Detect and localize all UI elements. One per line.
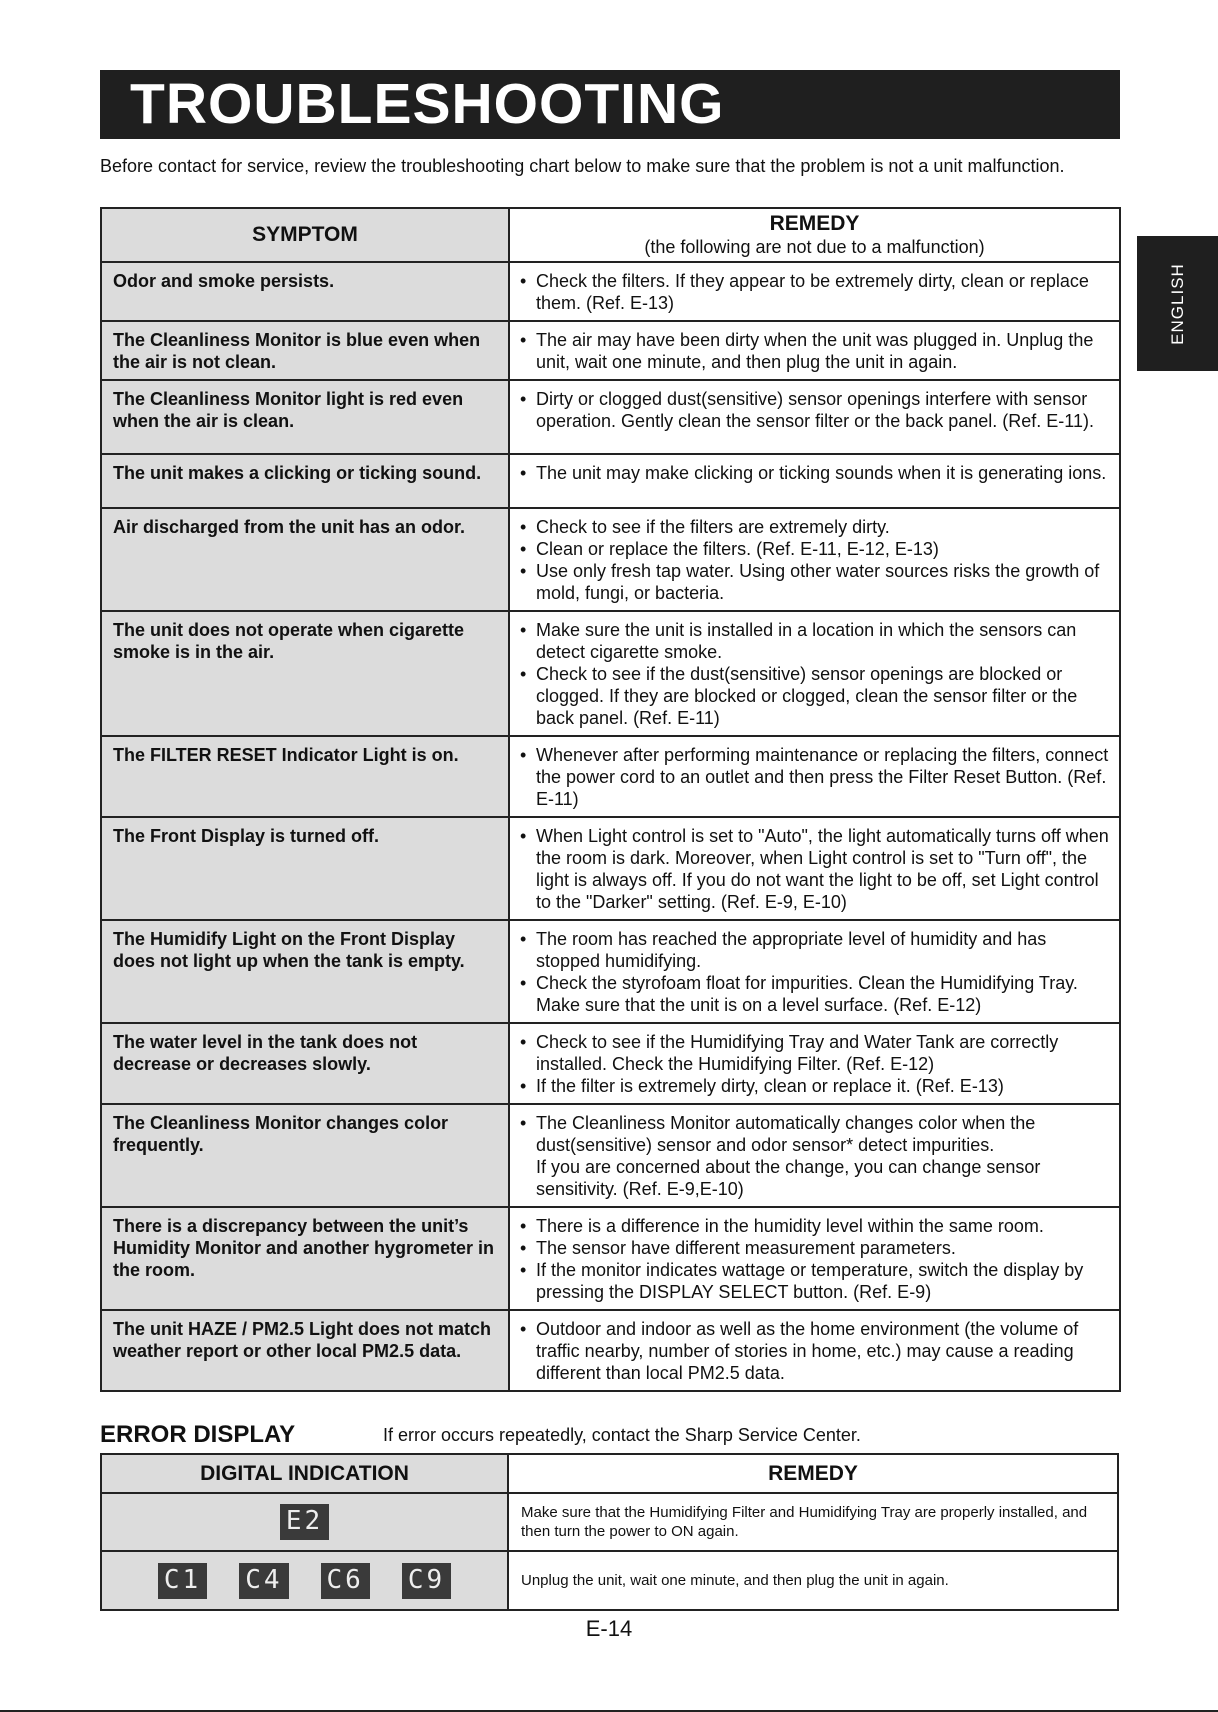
error-row	[101, 1551, 1118, 1610]
error-display-note: If error occurs repeatedly, contact the Sharp Service Center.	[383, 1425, 861, 1445]
remedy-item: • Check the filters. If they appear to be extremely dirty, clean or replace them. (Ref. E-13)	[536, 270, 1109, 314]
remedy-item: • The Cleanliness Monitor automatically changes color when the dust(sensitive) sensor and odor sensor* detect impurities.	[536, 1112, 1109, 1156]
remedy-item: • Check to see if the dust(sensitive) sensor openings are blocked or clogged. If they are blocked or clogged, clean the sensor filter or the back panel. (Ref. E-11)	[536, 663, 1109, 729]
remedy-header: REMEDY	[769, 212, 860, 235]
remedy-cell	[509, 321, 1120, 380]
remedy-item: • The sensor have different measurement parameters.	[536, 1237, 1109, 1259]
remedy-item: • Make sure the unit is installed in a location in which the sensors can detect cigarette smoke.	[536, 619, 1109, 663]
remedy-item: • If the filter is extremely dirty, clean or replace it. (Ref. E-13)	[536, 1075, 1109, 1097]
table-row	[101, 1207, 1120, 1310]
remedy-header-cell	[509, 208, 1120, 262]
symptom-cell: The water level in the tank does not decrease or decreases slowly.	[101, 1023, 509, 1104]
symptom-cell: The unit makes a clicking or ticking sound.	[101, 454, 509, 508]
remedy-continuation: If you are concerned about the change, you can change sensor sensitivity. (Ref. E-9,E-10)	[536, 1157, 1041, 1199]
remedy-item: • Outdoor and indoor as well as the home environment (the volume of traffic nearby, number of stories in home, etc.) may cause a reading different than local PM2.5 data.	[536, 1318, 1109, 1384]
remedy-item: • When Light control is set to "Auto", the light automatically turns off when the room is dark. Moreover, when Light control is set to "Turn off", the light is always off. If you do not want the light to be off, set Light control to the "Darker" setting. (Ref. E-9, E-10)	[536, 825, 1109, 913]
symptom-cell: The Cleanliness Monitor light is red even when the air is clean.	[101, 380, 509, 454]
remedy-cell	[509, 736, 1120, 817]
symptom-cell: The FILTER RESET Indicator Light is on.	[101, 736, 509, 817]
symptom-cell: The unit HAZE / PM2.5 Light does not match weather report or other local PM2.5 data.	[101, 1310, 509, 1391]
remedy-list	[536, 825, 1109, 913]
remedy-list	[536, 462, 1109, 484]
symptom-cell: The unit does not operate when cigarette smoke is in the air.	[101, 611, 509, 736]
symptom-cell: Air discharged from the unit has an odor.	[101, 508, 509, 611]
remedy-cell	[509, 508, 1120, 611]
remedy-cell	[509, 380, 1120, 454]
remedy-item: • There is a difference in the humidity level within the same room.	[536, 1215, 1109, 1237]
remedy-item: • Clean or replace the filters. (Ref. E-11, E-12, E-13)	[536, 538, 1109, 560]
remedy-cell	[509, 1310, 1120, 1391]
symptom-cell: The Cleanliness Monitor is blue even when the air is not clean.	[101, 321, 509, 380]
remedy-cell	[509, 454, 1120, 508]
remedy-list	[536, 1318, 1109, 1384]
remedy-subheader: (the following are not due to a malfunction)	[644, 237, 985, 257]
table-row	[101, 1023, 1120, 1104]
symptom-cell: Odor and smoke persists.	[101, 262, 509, 321]
remedy-item: • Whenever after performing maintenance or replacing the filters, connect the power cord to an outlet and then press the Filter Reset Button. (Ref. E-11)	[536, 744, 1109, 810]
table-row	[101, 508, 1120, 611]
remedy-cell	[509, 611, 1120, 736]
remedy-list	[536, 270, 1109, 314]
table-header-row	[101, 208, 1120, 262]
error-display-title: ERROR DISPLAY	[100, 1421, 296, 1448]
table-row	[101, 1104, 1120, 1207]
remedy-item: • If the monitor indicates wattage or temperature, switch the display by pressing the DISPLAY SELECT button. (Ref. E-9)	[536, 1259, 1109, 1303]
error-table	[100, 1453, 1119, 1611]
error-code-display: C6	[321, 1563, 370, 1599]
remedy-list	[536, 1031, 1109, 1097]
table-row	[101, 817, 1120, 920]
troubleshooting-table	[100, 207, 1121, 1392]
table-row	[101, 321, 1120, 380]
remedy-item: • Use only fresh tap water. Using other water sources risks the growth of mold, fungi, or bacteria.	[536, 560, 1109, 604]
page-number: E-14	[585, 1616, 633, 1641]
language-tab-label: ENGLISH	[1167, 262, 1187, 345]
table-row	[101, 454, 1120, 508]
remedy-cell	[509, 817, 1120, 920]
remedy-item: • Dirty or clogged dust(sensitive) sensor openings interfere with sensor operation. Gently clean the sensor filter or the back panel. (Ref. E-11).	[536, 388, 1109, 432]
remedy-cell	[509, 920, 1120, 1023]
remedy-item: • The air may have been dirty when the unit was plugged in. Unplug the unit, wait one minute, and then plug the unit in again.	[536, 329, 1109, 373]
remedy-list	[536, 928, 1109, 1016]
symptom-cell: The Cleanliness Monitor changes color frequently.	[101, 1104, 509, 1207]
troubleshooting-table-body	[101, 262, 1120, 1391]
symptom-cell: The Front Display is turned off.	[101, 817, 509, 920]
error-remedy-cell: Unplug the unit, wait one minute, and then plug the unit in again.	[508, 1551, 1118, 1610]
error-row	[101, 1493, 1118, 1551]
digital-indication-header: DIGITAL INDICATION	[101, 1454, 508, 1493]
error-remedy-cell: Make sure that the Humidifying Filter and Humidifying Tray are properly installed, and then turn the power to ON again.	[508, 1493, 1118, 1551]
remedy-list	[536, 329, 1109, 373]
error-code-display: C4	[239, 1563, 288, 1599]
language-tab	[1137, 236, 1218, 371]
error-code-display: E2	[280, 1504, 329, 1540]
remedy-item: • Check to see if the Humidifying Tray and Water Tank are correctly installed. Check the Humidifying Filter. (Ref. E-12)	[536, 1031, 1109, 1075]
table-row	[101, 262, 1120, 321]
table-row	[101, 1310, 1120, 1391]
remedy-list	[536, 1112, 1109, 1200]
error-code-display: C1	[158, 1563, 207, 1599]
table-row	[101, 736, 1120, 817]
page-title: TROUBLESHOOTING	[100, 70, 1120, 139]
error-table-body	[101, 1493, 1118, 1610]
remedy-item: • The unit may make clicking or ticking sounds when it is generating ions.	[536, 462, 1109, 484]
remedy-cell	[509, 1104, 1120, 1207]
symptom-cell: There is a discrepancy between the unit’s Humidity Monitor and another hygrometer in the room.	[101, 1207, 509, 1310]
error-code-display: C9	[402, 1563, 451, 1599]
error-table-header-row	[101, 1454, 1118, 1493]
remedy-item: • The room has reached the appropriate level of humidity and has stopped humidifying.	[536, 928, 1109, 972]
error-remedy-header: REMEDY	[508, 1454, 1118, 1493]
intro-text: Before contact for service, review the troubleshooting chart below to make sure that the problem is not a unit malfunction.	[100, 156, 1065, 176]
remedy-list	[536, 1215, 1109, 1303]
remedy-cell	[509, 1023, 1120, 1104]
remedy-item: • Check to see if the filters are extremely dirty.	[536, 516, 1109, 538]
remedy-list	[536, 744, 1109, 810]
remedy-item: • Check the styrofoam float for impurities. Clean the Humidifying Tray. Make sure that the unit is on a level surface. (Ref. E-12)	[536, 972, 1109, 1016]
symptom-header: SYMPTOM	[101, 208, 509, 262]
table-row	[101, 611, 1120, 736]
digital-indication-cell	[101, 1551, 508, 1610]
symptom-cell: The Humidify Light on the Front Display does not light up when the tank is empty.	[101, 920, 509, 1023]
table-row	[101, 920, 1120, 1023]
remedy-cell	[509, 1207, 1120, 1310]
remedy-list	[536, 516, 1109, 604]
remedy-list	[536, 388, 1109, 432]
table-row	[101, 380, 1120, 454]
remedy-cell	[509, 262, 1120, 321]
remedy-list	[536, 619, 1109, 729]
digital-indication-cell	[101, 1493, 508, 1551]
